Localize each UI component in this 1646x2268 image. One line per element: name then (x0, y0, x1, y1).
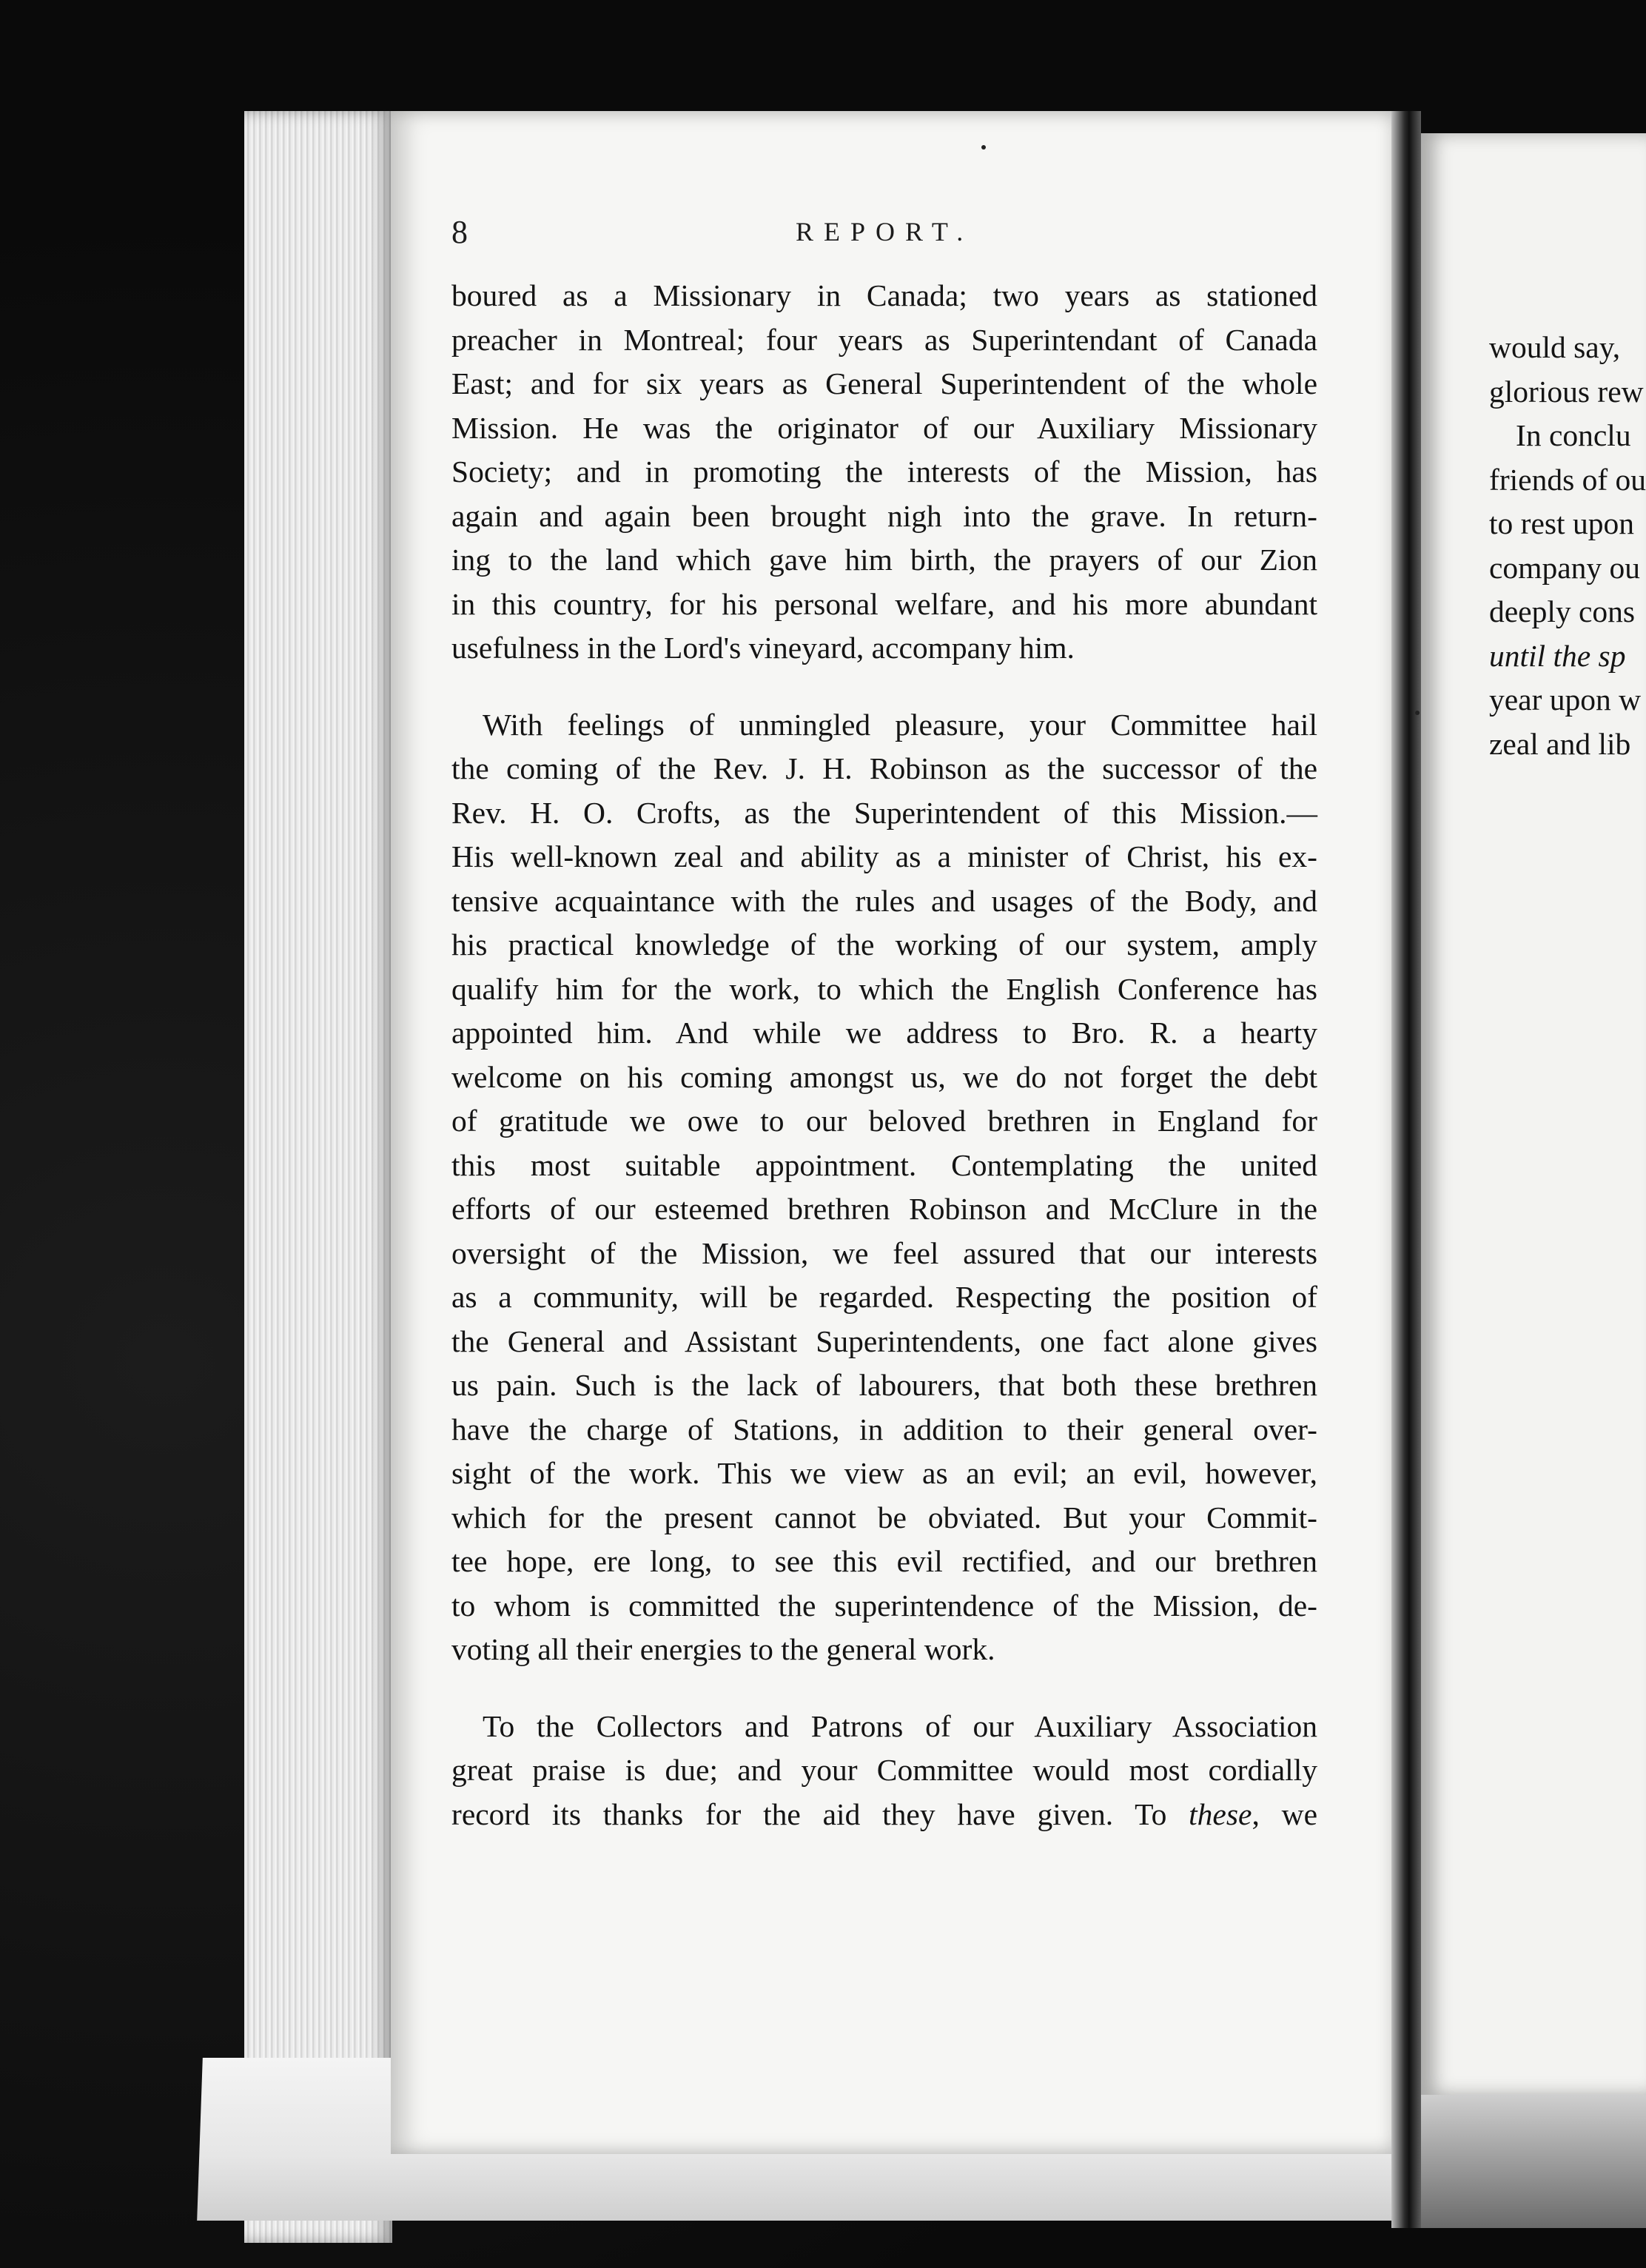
text-line: again and again been brought nigh into the grave. In return- (451, 498, 1317, 533)
paragraph (451, 274, 1317, 671)
page-number: 8 (451, 214, 468, 250)
text-line: as a community, will be regarded. Respecting the position of (451, 1280, 1317, 1314)
facing-text-line: to rest upon (1489, 506, 1634, 540)
text-line: which for the present cannot be obviated. But your Commit- (451, 1500, 1317, 1534)
text-line: qualify him for the work, to which the English Conference has (451, 971, 1317, 1006)
text-line: efforts of our esteemed brethren Robinson and McClure in the (451, 1192, 1317, 1226)
text-line: Rev. H. O. Crofts, as the Superintendent of this Mission.— (451, 795, 1317, 830)
ink-speck (1415, 711, 1420, 715)
text-line: this most suitable appointment. Contemplating the united (451, 1147, 1317, 1182)
text-line: oversight of the Mission, we feel assured that our interests (451, 1235, 1317, 1270)
text-line: of gratitude we owe to our beloved brethren in England for (451, 1104, 1317, 1138)
text-line: tensive acquaintance with the rules and usages of the Body, and (451, 883, 1317, 918)
facing-text-line: friends of ou (1489, 462, 1646, 497)
text-line: East; and for six years as General Superintendent of the whole (451, 366, 1317, 400)
facing-text-line: zeal and lib (1489, 726, 1631, 761)
paragraph (451, 703, 1317, 1672)
text-line: Society; and in promoting the interests of the Mission, has (451, 454, 1317, 489)
facing-page-text (1489, 326, 1646, 766)
page-edge-right-bottom (1421, 2095, 1646, 2228)
running-head (451, 213, 1303, 258)
text-line: voting all their energies to the general work. (451, 1632, 995, 1666)
text-line: record its thanks for the aid they have given. To these, we (451, 1796, 1318, 1831)
text-line: preacher in Montreal; four years as Superintendant of Canada (451, 322, 1317, 357)
facing-text-line: In conclu (1516, 418, 1631, 452)
ink-speck (981, 145, 986, 150)
running-title: REPORT. (796, 217, 974, 246)
facing-text-line: year upon w (1489, 682, 1642, 717)
italic-word: these (1189, 1796, 1252, 1831)
paragraph-gap (451, 671, 1317, 703)
text-line: tee hope, ere long, to see this evil rectified, and our brethren (451, 1544, 1317, 1578)
body-text (451, 274, 1317, 1836)
text-line: in this country, for his personal welfare, and his more abundant (451, 586, 1317, 621)
text-line: usefulness in the Lord's vineyard, accompany him. (451, 631, 1075, 665)
text-line: ing to the land which gave him birth, the prayers of our Zion (451, 543, 1317, 577)
facing-text-line: until the sp (1489, 638, 1626, 673)
text-line: Mission. He was the originator of our Auxiliary Missionary (451, 410, 1317, 445)
text-line: To the Collectors and Patrons of our Auxiliary Association (483, 1708, 1317, 1743)
text-line: to whom is committed the superintendence of the Mission, de- (451, 1588, 1317, 1623)
facing-text-line: glorious rew (1489, 374, 1644, 409)
text-line: have the charge of Stations, in addition to their general over- (451, 1412, 1317, 1446)
text-line: us pain. Such is the lack of labourers, that both these brethren (451, 1368, 1317, 1402)
paragraph-gap (451, 1672, 1317, 1705)
page-edge-stack (244, 111, 392, 2243)
text-line: appointed him. And while we address to Bro. R. a hearty (451, 1016, 1317, 1050)
facing-text-line: company ou (1489, 550, 1640, 585)
text-line: boured as a Missionary in Canada; two years as stationed (451, 278, 1317, 312)
book-gutter (1391, 111, 1421, 2228)
text-line: welcome on his coming amongst us, we do not forget the debt (451, 1059, 1317, 1094)
facing-text-line: deeply cons (1489, 594, 1636, 628)
paragraph (451, 1705, 1317, 1837)
text-line: the coming of the Rev. J. H. Robinson as the successor of the (451, 751, 1317, 785)
text-line: sight of the work. This we view as an evil; an evil, however, (451, 1456, 1317, 1490)
facing-text-line: would say, (1489, 330, 1621, 364)
text-line: With feelings of unmingled pleasure, your Committee hail (483, 707, 1317, 742)
text-line: the General and Assistant Superintendents, one fact alone gives (451, 1323, 1317, 1358)
text-line: His well-known zeal and ability as a minister of Christ, his ex- (451, 839, 1317, 873)
text-line: his practical knowledge of the working of our system, amply (451, 927, 1317, 962)
text-line: great praise is due; and your Committee would most cordially (451, 1753, 1317, 1787)
